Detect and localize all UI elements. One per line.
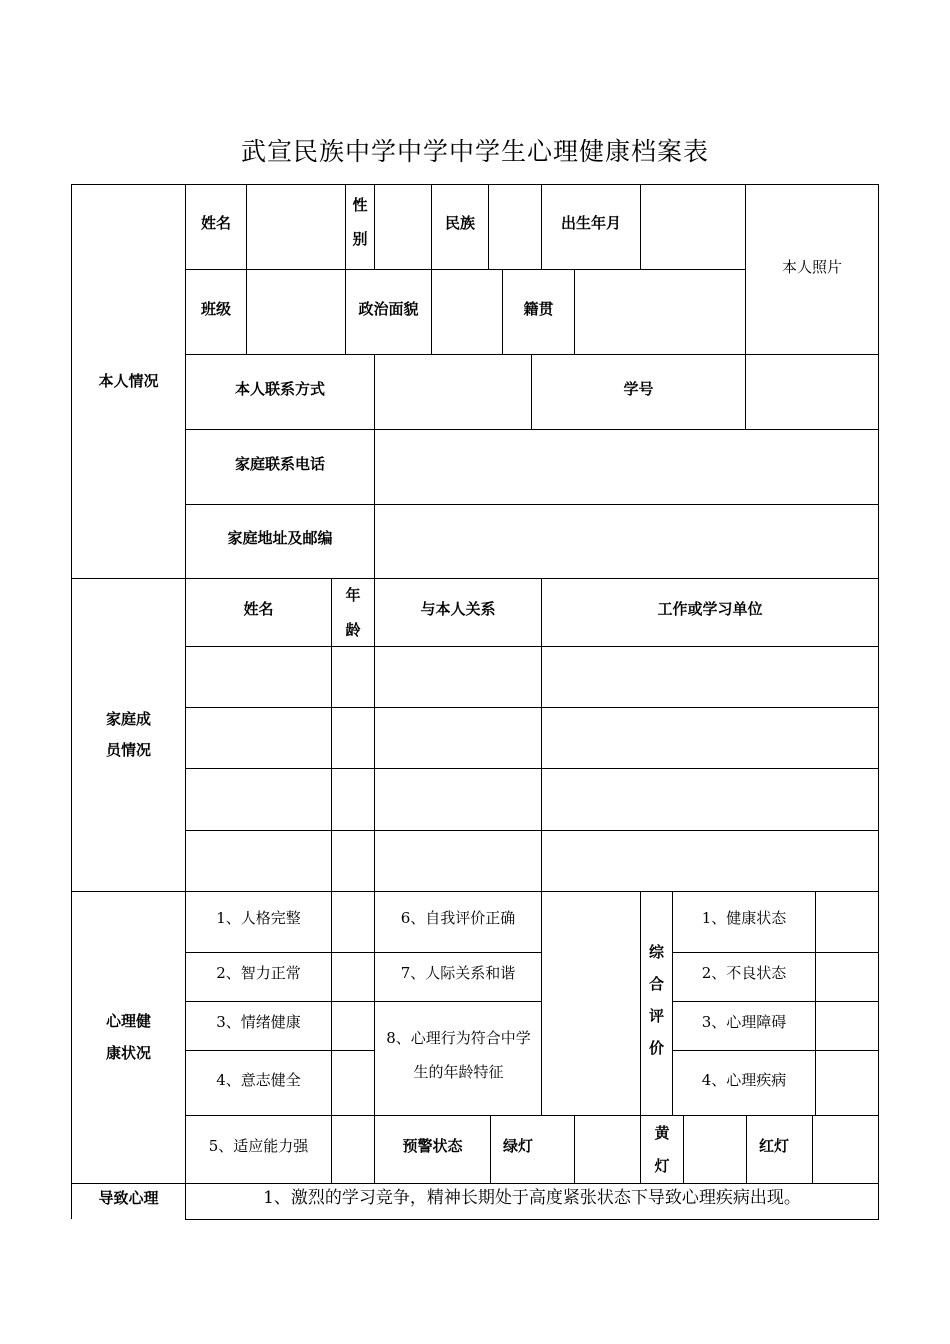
yellow-light-char: 灯 [654, 1156, 670, 1175]
table-line [541, 891, 542, 1115]
label-class: 班级 [200, 299, 231, 318]
header-member-work: 工作或学习单位 [657, 599, 763, 618]
criterion-item: 4、意志健全 [216, 1070, 301, 1089]
table-line [185, 646, 879, 647]
header-member-relation: 与本人关系 [420, 599, 496, 618]
header-member-age [332, 579, 374, 646]
section-label-family-line: 员情况 [105, 741, 151, 759]
evaluation-state: 1、健康状态 [701, 908, 787, 927]
label-gender [346, 186, 374, 258]
section-label-personal: 本人情况 [98, 372, 159, 391]
overall-evaluation-char: 评 [648, 1007, 664, 1025]
header-member-name: 姓名 [243, 599, 274, 618]
causes-label: 导致心理 [98, 1188, 159, 1207]
label-gender-char: 性 [352, 195, 368, 214]
red-light-label: 红灯 [758, 1136, 789, 1155]
label-address: 家庭地址及邮编 [227, 528, 333, 547]
table-line [878, 184, 879, 1219]
label-name: 姓名 [200, 213, 231, 232]
criterion-item: 8、心理行为符合中学生的年龄特征 [386, 1028, 531, 1081]
overall-evaluation-char: 合 [648, 974, 664, 993]
criterion-item: 2、智力正常 [216, 963, 301, 982]
table-line [640, 184, 641, 269]
label-gender-char: 别 [352, 230, 368, 248]
table-line [185, 707, 879, 708]
cause-item: 1、激烈的学习竞争，精神长期处于高度紧张状态下导致心理疾病出现。 [263, 1187, 801, 1208]
table-line [185, 269, 746, 270]
section-label-mental-line: 心理健 [105, 1012, 151, 1030]
criterion-item: 7、人际关系和谐 [400, 963, 516, 982]
criterion-item: 3、情绪健康 [216, 1012, 301, 1031]
overall-evaluation-char: 价 [648, 1039, 664, 1058]
yellow-light-label [641, 1116, 683, 1183]
evaluation-state: 4、心理疾病 [701, 1070, 787, 1089]
table-line [374, 184, 375, 269]
label-birth: 出生年月 [560, 213, 621, 232]
section-label-mental-line: 康状况 [105, 1043, 151, 1062]
label-ethnicity: 民族 [444, 213, 475, 232]
photo-placeholder: 本人照片 [781, 257, 842, 276]
label-home-phone: 家庭联系电话 [234, 454, 325, 473]
label-origin: 籍贯 [523, 299, 554, 318]
label-political: 政治面貌 [358, 299, 419, 318]
overall-evaluation-label [641, 935, 672, 1065]
table-line [815, 891, 816, 1115]
table-line [331, 891, 332, 1183]
table-line [185, 1219, 879, 1220]
table-line [683, 1115, 684, 1183]
criterion-item: 1、人格完整 [216, 908, 301, 927]
table-line [185, 830, 879, 831]
green-light-label: 绿灯 [502, 1136, 533, 1155]
label-student-id: 学号 [623, 380, 654, 399]
table-line [574, 1115, 575, 1183]
evaluation-state: 3、心理障碍 [701, 1012, 787, 1031]
section-label-family [72, 579, 185, 891]
section-label-family-line: 家庭成 [105, 709, 151, 728]
label-contact: 本人联系方式 [234, 380, 325, 399]
table-line [812, 1115, 813, 1183]
header-member-age-char: 年 [345, 586, 361, 604]
evaluation-state: 2、不良状态 [701, 963, 787, 982]
criterion-item: 5、适应能力强 [208, 1136, 309, 1155]
warning-status-label: 预警状态 [402, 1136, 463, 1155]
table-line [185, 768, 879, 769]
table-line [574, 269, 575, 354]
yellow-light-char: 黄 [654, 1123, 670, 1142]
table-line [374, 354, 375, 578]
table-line [246, 184, 247, 354]
page-title: 武宣民族中学中学中学生心理健康档案表 [240, 137, 709, 166]
criterion-item: 6、自我评价正确 [400, 908, 516, 927]
header-member-age-char: 龄 [345, 620, 361, 639]
section-label-mental [72, 892, 185, 1183]
overall-evaluation-char: 综 [648, 942, 664, 961]
table-line [488, 184, 489, 269]
